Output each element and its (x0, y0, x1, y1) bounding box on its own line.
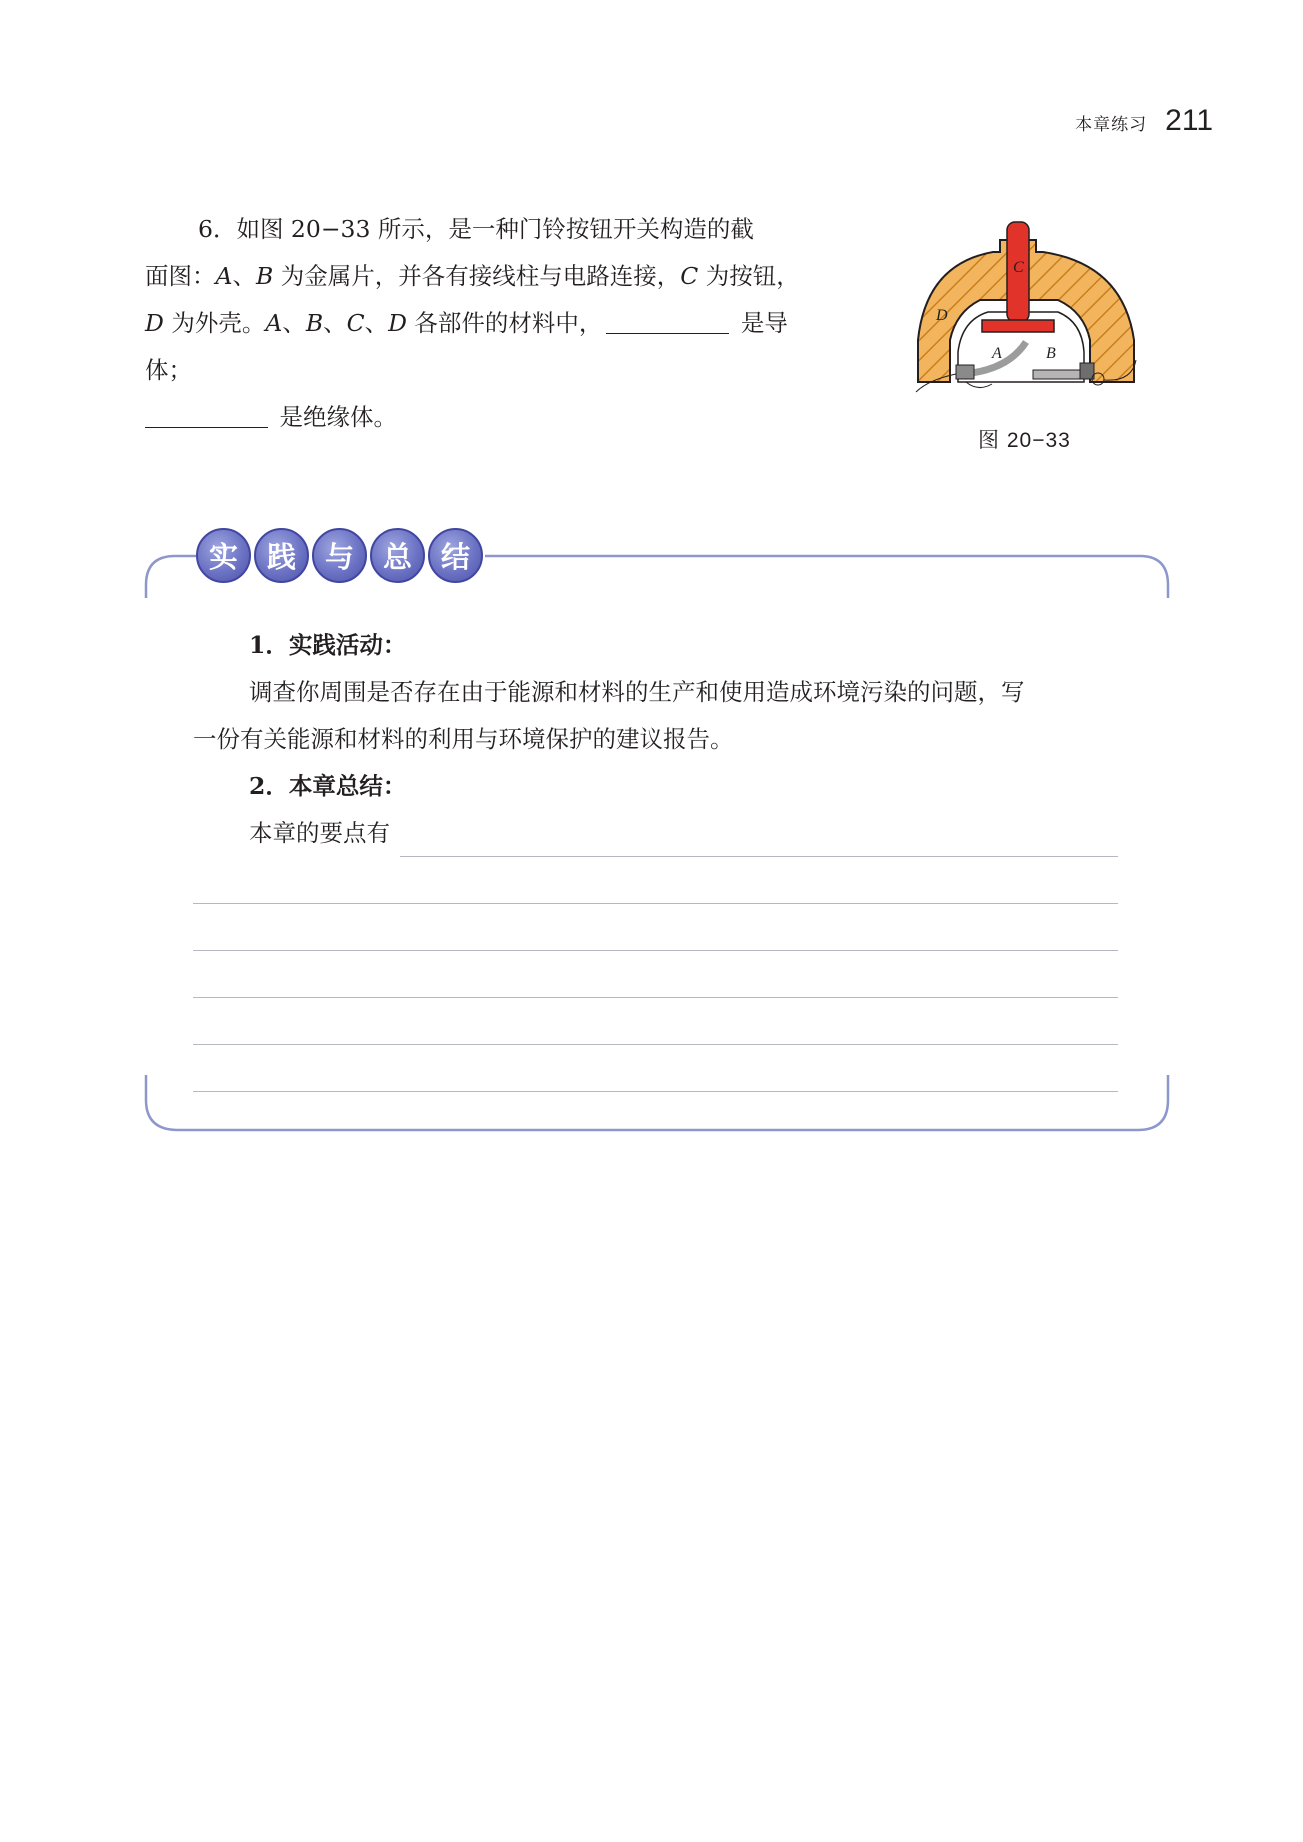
chapter-title: 本章练习 (1075, 115, 1148, 135)
text-span: 、 (282, 309, 306, 337)
summary-prompt: 本章的要点有 (249, 819, 390, 847)
question-6-line-4 (145, 394, 820, 441)
question-6 (145, 206, 820, 441)
text-span: 、 (323, 309, 347, 337)
writing-rule (193, 961, 1118, 998)
writing-rule (193, 914, 1118, 951)
label-d: D (936, 307, 948, 324)
var-b: B (255, 262, 274, 290)
question-number: 6． (198, 215, 237, 243)
summary-line-3[interactable] (193, 904, 1118, 951)
var-d: D (388, 309, 407, 337)
text-span: 各部件的材料中， (406, 309, 603, 337)
answer-blank-insulator[interactable] (145, 404, 268, 429)
text-span: 为外壳。 (163, 309, 266, 337)
summary-line-5[interactable] (193, 998, 1118, 1045)
var-b: B (305, 309, 324, 337)
item-1-text-line-2: 一份有关能源和材料的利用与环境保护的建议报告。 (193, 725, 734, 753)
question-6-line-3 (145, 300, 820, 394)
practice-summary (193, 622, 1118, 1092)
text-span: 、 (232, 262, 256, 290)
title-char: 结 (428, 528, 483, 583)
answer-blank-conductor[interactable] (606, 310, 729, 335)
var-c: C (346, 309, 365, 337)
question-6-line-2 (145, 253, 820, 300)
section-title (196, 528, 483, 583)
doorbell-switch-diagram (908, 212, 1158, 427)
text-span: 面图： (145, 262, 216, 290)
question-6-line-1 (145, 206, 820, 253)
item-1-heading: 1．实践活动： (249, 631, 407, 659)
title-char: 践 (254, 528, 309, 583)
text-span: 、 (364, 309, 389, 337)
title-char: 总 (370, 528, 425, 583)
item-1-text-line-1: 调查你周围是否存在由于能源和材料的生产和使用造成环境污染的问题，写 (249, 678, 1025, 706)
writing-rule (400, 820, 1118, 857)
item-2-heading: 2．本章总结： (249, 772, 407, 800)
text-span: 为金属片，并各有接线柱与电路连接， (273, 262, 681, 290)
label-a: A (992, 345, 1002, 362)
var-a: A (215, 262, 233, 290)
writing-rule (193, 1008, 1118, 1045)
doorbell-switch-figure (908, 212, 1158, 427)
title-char: 实 (196, 528, 251, 583)
title-char: 与 (312, 528, 367, 583)
figure-caption: 图 20−33 (978, 429, 1071, 452)
question-text: 如图 20−33 所示，是一种门铃按钮开关构造的截 (236, 215, 754, 243)
button-c-head (982, 320, 1054, 332)
summary-line-2[interactable] (193, 857, 1118, 904)
writing-rule (193, 867, 1118, 904)
label-b: B (1046, 345, 1056, 362)
text-span: 为按钮， (698, 262, 800, 290)
summary-line-1[interactable] (193, 810, 1118, 857)
var-a: A (265, 309, 283, 337)
var-c: C (680, 262, 699, 290)
text-span: 是绝缘体。 (272, 403, 397, 431)
label-c: C (1013, 259, 1024, 276)
page-header (1075, 104, 1213, 138)
var-d: D (145, 309, 164, 337)
writing-rule (193, 1055, 1118, 1092)
page-number: 211 (1165, 104, 1213, 137)
summary-line-4[interactable] (193, 951, 1118, 998)
summary-line-6[interactable] (193, 1045, 1118, 1092)
text-span: 是导体； (145, 309, 788, 384)
